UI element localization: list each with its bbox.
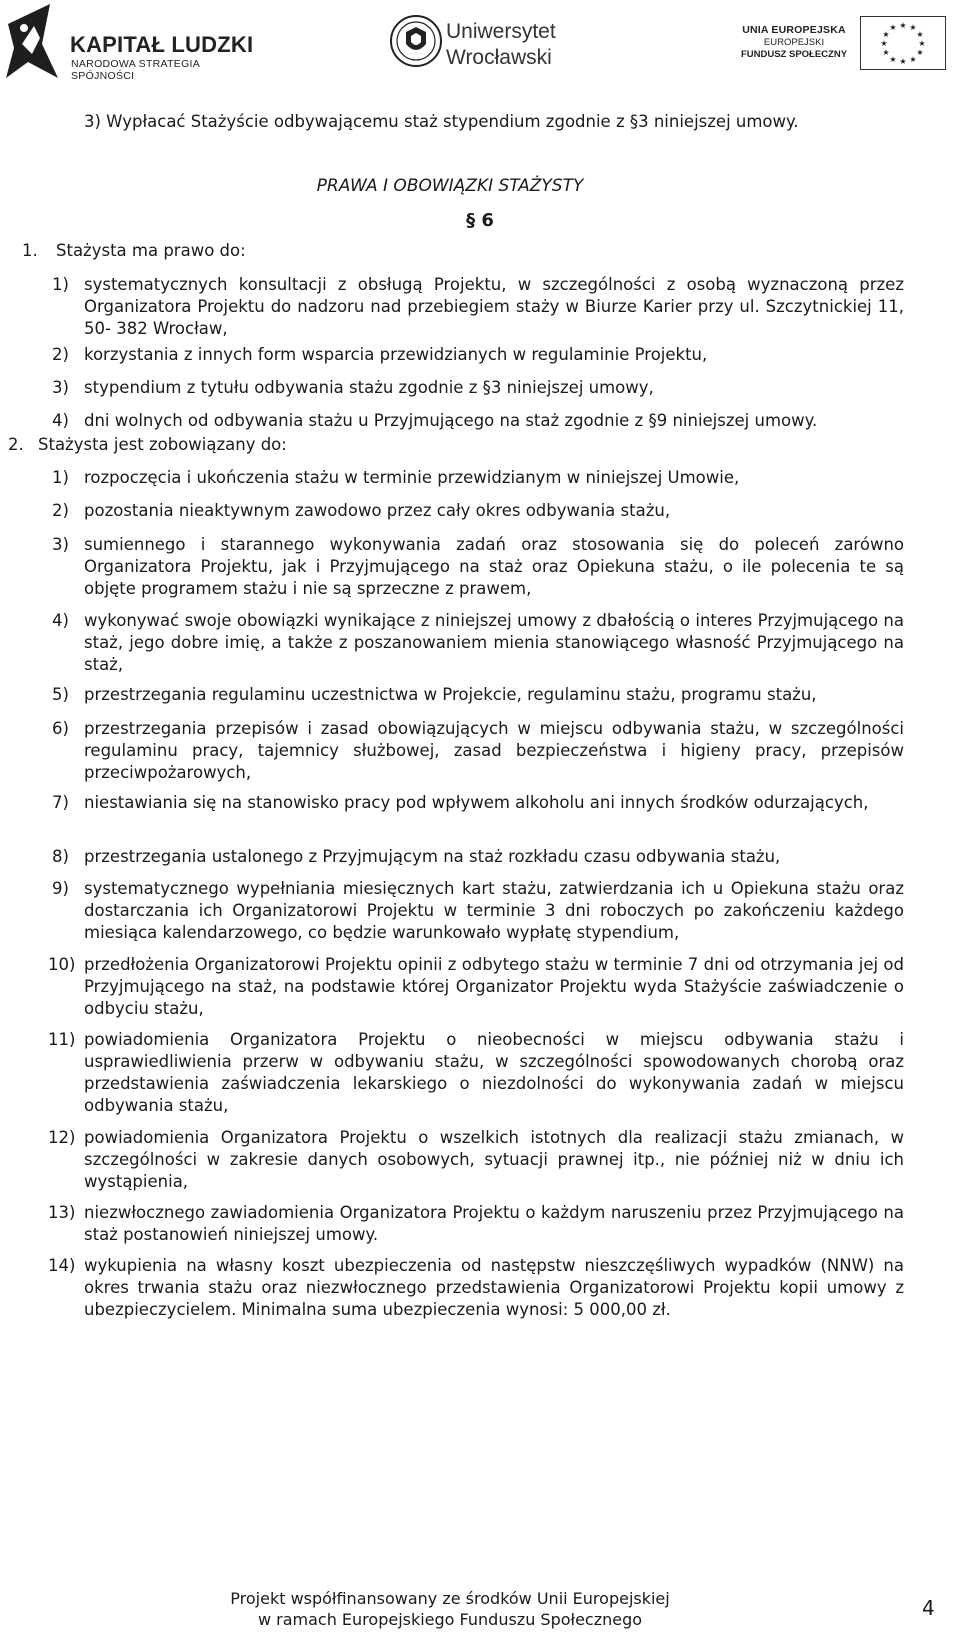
list-item: wykonywać swoje obowiązki wynikające z niniejszej umowy z dbałością o interes Przyjmującego na staż, jego dobre imię, a także z poszanowaniem mienia stanowiącego własność Przyjmującego na staż, [84, 611, 904, 674]
svg-text:★: ★ [918, 39, 926, 48]
list-item: przestrzegania regulaminu uczestnictwa w Projekcie, regulaminu stażu, programu stażu, [84, 685, 817, 704]
list-item: pozostania nieaktywnym zawodowo przez cały okres odbywania stażu, [84, 501, 671, 520]
kapital-ludzki-emblem-icon [6, 4, 62, 80]
part2-title: Stażysta jest zobowiązany do: [38, 435, 287, 454]
list-item: rozpoczęcia i ukończenia stażu w terminie przewidzianym w niniejszej Umowie, [84, 468, 740, 487]
list-item: dni wolnych od odbywania stażu u Przyjmującego na staż zgodnie z §9 niniejszej umowy. [84, 411, 818, 430]
kl-subtitle: NARODOWA STRATEGIA SPÓJNOŚCI [71, 58, 200, 82]
svg-text:★: ★ [909, 55, 917, 64]
list-item-number: 9) [52, 879, 69, 898]
list-item-number: 12) [48, 1128, 76, 1147]
page-footer [190, 1588, 710, 1630]
list-item-number: 4) [52, 411, 69, 430]
svg-text:★: ★ [899, 57, 907, 66]
section-heading-text: PRAWA I OBOWIĄZKI STAŻYSTY [316, 176, 584, 196]
svg-text:★: ★ [882, 30, 890, 39]
list-item: przestrzegania przepisów i zasad obowiązujących w miejscu odbywania stażu, w szczególności regulaminu pracy, tajemnicy służbowej, zasad bezpieczeństwa i higieny pracy, przepisów przeciwpożarowych, [84, 719, 904, 782]
list-item: powiadomienia Organizatora Projektu o wszelkich istotnych dla realizacji stażu zmianach, w szczególności w zakresie danych osobowych, sytuacji prawnej itp., nie później niż w dniu ich wystąpienia, [84, 1128, 904, 1191]
list-item-number: 4) [52, 611, 69, 630]
ue-line1: UNIA EUROPEJSKA [742, 24, 846, 36]
list-item-number: 1) [52, 468, 69, 487]
list-item: przedłożenia Organizatorowi Projektu opinii z odbytego stażu w terminie 7 dni od otrzymania jej od Przyjmującego na staż, na podstawie której Organizator Projektu wyda Stażyście zaświadczenie o odbyciu stażu, [84, 955, 904, 1018]
uw-line1: Uniwersytet [446, 20, 556, 43]
ue-text [734, 24, 854, 60]
section-heading [0, 175, 960, 197]
list-item-number: 2) [52, 501, 69, 520]
list-item: powiadomienia Organizatora Projektu o nieobecności w miejscu odbywania stażu i usprawiedliwienia przerw w odbywaniu stażu, w szczególności spowodowanych chorobą oraz przedstawienia zaświadczenia lekarskiego o niezdolności do wykonywania zadań w miejscu odbywania stażu, [84, 1030, 904, 1115]
list-item-number: 8) [52, 847, 69, 866]
ue-line2: EUROPEJSKI [763, 37, 825, 48]
ue-line3: FUNDUSZ SPOŁECZNY [740, 49, 848, 60]
list-item-number: 2) [52, 345, 69, 364]
page-number: 4 [922, 1596, 935, 1620]
svg-text:★: ★ [889, 23, 897, 32]
kl-title: KAPITAŁ LUDZKI [70, 32, 254, 57]
kapital-ludzki-logo [6, 4, 256, 80]
part1-number: 1. [22, 241, 38, 260]
svg-text:★: ★ [880, 39, 888, 48]
list-item: przestrzegania ustalonego z Przyjmującym na staż rozkładu czasu odbywania stażu, [84, 847, 781, 866]
svg-text:★: ★ [916, 30, 924, 39]
page-header [0, 0, 960, 80]
intro-item-3: 3) Wypłacać Stażyście odbywającemu staż stypendium zgodnie z §3 niniejszej umowy. [84, 112, 799, 131]
section-number: § 6 [466, 210, 494, 231]
footer-line2: w ramach Europejskiego Funduszu Społecznego [257, 1610, 643, 1629]
part2-number: 2. [8, 435, 24, 454]
list-item-number: 3) [52, 378, 69, 397]
list-item: niestawiania się na stanowisko pracy pod wpływem alkoholu ani innych środków odurzających, [84, 793, 869, 812]
svg-text:★: ★ [909, 23, 917, 32]
list-item-number: 11) [48, 1030, 76, 1049]
svg-text:★: ★ [889, 55, 897, 64]
footer-line1: Projekt współfinansowany ze środków Unii Europejskiej [230, 1589, 670, 1608]
university-seal-icon [390, 14, 442, 68]
list-item: systematycznego wypełniania miesięcznych kart stażu, zatwierdzania ich u Opiekuna stażu oraz dostarczania ich Organizatorowi Projektu w terminie 3 dni roboczych po zakończeniu każdego miesiąca kalendarzowego, co będzie warunkowało wypłatę stypendium, [84, 879, 904, 942]
list-item-number: 5) [52, 685, 69, 704]
list-item-number: 1) [52, 275, 69, 294]
list-item: systematycznych konsultacji z obsługą Projektu, w szczególności z osobą wyznaczoną przez Organizatora Projektu do nadzoru nad przebiegiem staży w Biurze Karier przy ul. Szczytnickiej 11, 50- 382 Wrocław, [84, 275, 904, 338]
list-item: sumiennego i starannego wykonywania zadań oraz stosowania się do poleceń zarówno Organizatora Projektu, jak i Przyjmującego na staż oraz Opiekuna stażu, o ile polecenia te są objęte programem stażu i nie są sprzeczne z prawem, [84, 535, 904, 598]
svg-text:★: ★ [916, 48, 924, 57]
part1-title: Stażysta ma prawo do: [56, 241, 246, 260]
list-item: stypendium z tytułu odbywania stażu zgodnie z §3 niniejszej umowy, [84, 378, 654, 397]
svg-text:★: ★ [899, 21, 907, 30]
list-item: wykupienia na własny koszt ubezpieczenia od następstw nieszczęśliwych wypadków (NNW) na okres trwania stażu oraz niezwłocznego przedstawienia Organizatorowi Projektu kopii umowy z ubezpieczycielem. Minimalna suma ubezpieczenia wynosi: 5 000,00 zł. [84, 1256, 904, 1319]
uniwersytet-wroclawski-logo [390, 14, 590, 74]
eu-flag-icon [860, 16, 946, 70]
list-item-number: 13) [48, 1203, 76, 1222]
svg-text:★: ★ [882, 48, 890, 57]
list-item-number: 3) [52, 535, 69, 554]
list-item: niezwłocznego zawiadomienia Organizatora Projektu o każdym naruszeniu przez Przyjmującego na staż postanowień niniejszej umowy. [84, 1203, 904, 1244]
list-item-number: 6) [52, 719, 69, 738]
list-item-number: 14) [48, 1256, 76, 1275]
unia-europejska-logo [740, 16, 954, 72]
uw-line2: Wrocławski [446, 46, 552, 69]
list-item: korzystania z innych form wsparcia przewidzianych w regulaminie Projektu, [84, 345, 708, 364]
list-item-number: 7) [52, 793, 69, 812]
list-item-number: 10) [48, 955, 76, 974]
